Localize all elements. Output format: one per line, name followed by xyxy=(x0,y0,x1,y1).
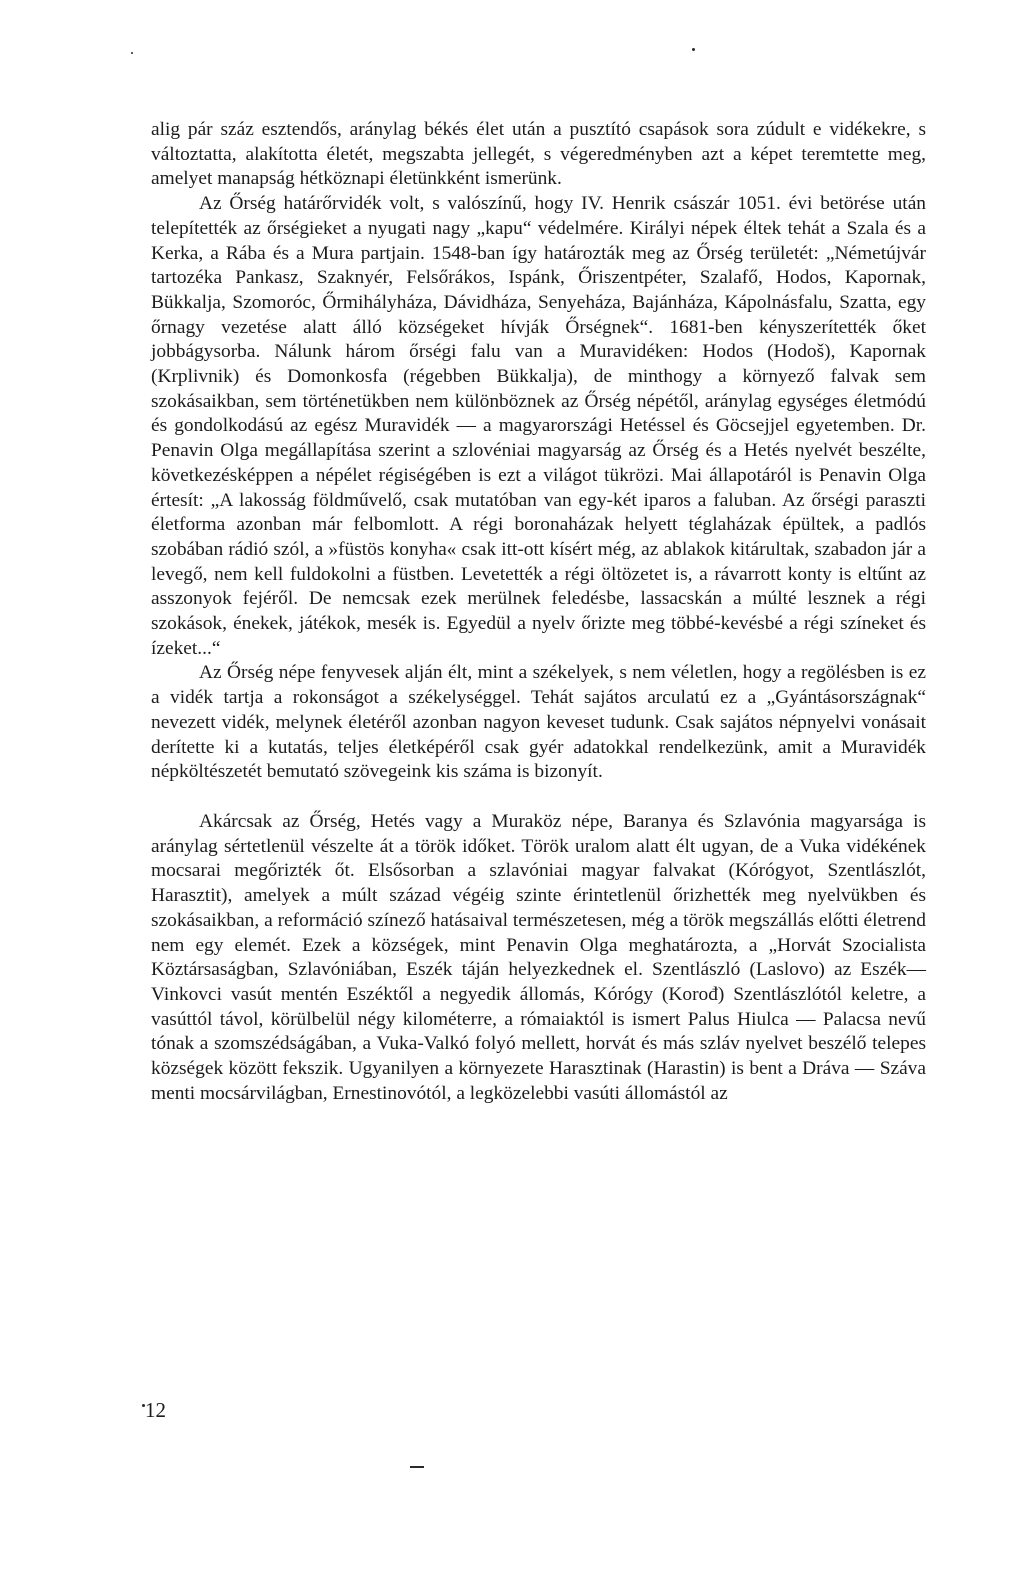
paragraph-1: alig pár száz esztendős, aránylag békés élet után a pusztító csapások sora zúdult e vidékekre, s változtatta, alakította életét, megszabta jellegét, s végeredményben azt a képet teremtette meg, amelyet manapság hétköznapi életünkként ismerünk. xyxy=(151,119,926,190)
paragraph-4: Akárcsak az Őrség, Hetés vagy a Muraköz népe, Baranya és Szlavónia magyarsága is aránylag sértetlenül vészelte át a török időket. Török uralom alatt élt ugyan, de a Vuka vidékének mocsarai megőrizték őt. Elsősorban a szlavóniai magyar falvakat (Kórógyot, Szentlászlót, Harasztit), amelyek a múlt század végéig szinte érintetlenül őrizhették meg nyelvükben és szokásaikban, a reformáció színező hatásaival természetesen, még a török megszállás előtti életrend nem egy elemét. Ezek a községek, mint Penavin Olga meghatározta, a „Horvát Szocialista Köztársaságban, Szlavóniában, Eszék táján helyezkednek el. Szentlászló (Laslovo) az Eszék—Vinkovci vasút mentén Eszéktől a negyedik állomás, Kórógy (Korođ) Szentlászlótól keletre, a vasúttól távol, körülbelül négy kilométerre, a rómaiaktól is ismert Palus Hiulca — Palacsa nevű tónak a szomszédságában, a Vuka-Valkó folyó mellett, horvát és más szláv nyelvet beszélő telepes községek között fekszik. Ugyanilyen a környezete Harasztinak (Harastin) is bent a Dráva — Száva menti mocsárvilágban, Ernestinovótól, a legközelebbi vasúti állomástól az xyxy=(151,810,926,1104)
scan-speck xyxy=(142,1404,145,1407)
scan-speck xyxy=(692,48,695,51)
scan-dash xyxy=(410,1466,424,1468)
paragraph-2: Az Őrség határőrvidék volt, s valószínű, hogy IV. Henrik császár 1051. évi betörése után telepítették az őrségieket a nyugati nagy „kapu“ védelmére. Királyi népek éltek tehát a Szala és a Kerka, a Rába és a Mura partjain. 1548-ban így határozták meg az Őrség területét: „Németújvár tartozéka Pankasz, Szaknyér, Felsőrákos, Ispánk, Őriszentpéter, Szalafő, Hodos, Kapornak, Bükkalja, Szomoróc, Őrmihályháza, Dávidháza, Senyeháza, Bajánháza, Kápolnásfalu, Szatta, egy őrnagy vezetése alatt álló községeket hívják Őrségnek“. 1681-ben kényszerítették őket jobbágysorba. Nálunk három őrségi falu van a Muravidéken: Hodos (Hodoš), Kapornak (Krplivnik) és Domonkosfa (régebben Bükkalja), de minthogy a környező falvak sem szokásaikban, sem történetükben nem különböznek az Őrség népétől, aránylag egységes életmódú és gondolkodású az egész Muravidék — a magyarországi Hetéssel és Göcsejjel egyetemben. Dr. Penavin Olga megállapítása szerint a szlovéniai magyarság az Őrség és a Hetés nyelvét beszélte, következésképpen a népélet régiségében is ezt a világot tükrözi. Mai állapotáról is Penavin Olga értesít: „A lakosság földművelő, csak mutatóban van egy-két iparos a faluban. Az őrségi paraszti életforma azonban már felbomlott. A régi boronaházak helyett téglaházak épültek, a padlós szobában rádió szól, a »füstös konyha« csak itt-ott kísért még, az ablakok kitárultak, szabadon jár a levegő, nem kell fuldokolni a füstben. Levetették a régi öltözetet is, a rávarrott konty is eltűnt az asszonyok fejéről. De nemcsak ezek merülnek feledésbe, lassacskán a múlté lesznek a régi szokások, énekek, játékok, mesék is. Egyedül a nyelv őrizte meg többé-kevésbé a régi színeket és ízeket...“ xyxy=(151,193,926,659)
page-number: 12 xyxy=(145,1398,166,1422)
scan-speck xyxy=(131,52,133,54)
page-body xyxy=(151,118,926,1106)
paragraph-3: Az Őrség népe fenyvesek alján élt, mint a székelyek, s nem véletlen, hogy a regölésben is ez a vidék tartja a rokonságot a székelységgel. Tehát sajátos arculatú ez a „Gyántásországnak“ nevezett vidék, melynek életéről azonban nagyon keveset tudunk. Csak sajátos népnyelvi vonásait derítette ki a kutatás, teljes életképéről csak gyér adatokkal rendelkezünk, amit a Muravidék népköltészetét bemutató szövegeink kis száma is bizonyít. xyxy=(151,662,926,783)
